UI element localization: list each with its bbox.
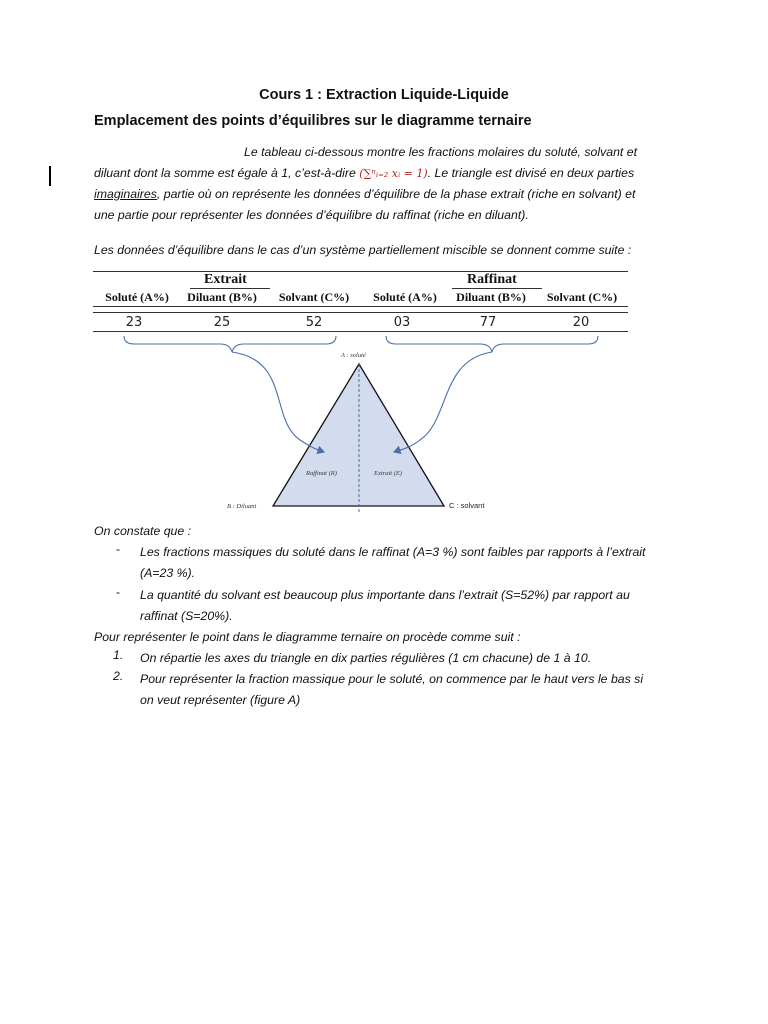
apex-label: A : soluté	[341, 352, 366, 359]
zone-extrait-label: Extrait (E)	[374, 470, 402, 477]
bullet-1-line-2: (A=23 %).	[140, 566, 196, 580]
table-cell: 25	[213, 315, 231, 330]
intro-line-2b: . Le triangle est divisé en deux parties	[427, 166, 635, 180]
bullet-dash: -	[116, 542, 121, 556]
intro-line-2a: diluant dont la somme est égale à 1, c’est-à-dire	[94, 166, 360, 180]
table-cell: 23	[125, 315, 143, 330]
step-number: 2.	[113, 669, 124, 683]
bullet-dash: -	[116, 585, 121, 599]
column-header: Soluté (A%)	[105, 290, 169, 304]
intro-line-4: une partie pour représenter les données d’équilibre du raffinat (riche en diluant).	[94, 208, 529, 222]
table-cell: 03	[393, 315, 411, 330]
constate-heading: On constate que :	[94, 524, 192, 538]
bullet-1-line-1: Les fractions massiques du soluté dans le raffinat (A=3 %) sont faibles par rapports à l’extrait	[140, 545, 646, 559]
procedure-heading: Pour représenter le point dans le diagramme ternaire on procède comme suit :	[94, 630, 521, 644]
table-cell: 52	[305, 315, 323, 330]
sum-formula: (∑ⁿᵢ₌₂ xᵢ = 1)	[359, 167, 428, 180]
column-header: Solvant (C%)	[278, 290, 350, 304]
bullet-2-line-1: La quantité du solvant est beaucoup plus importante dans l’extrait (S=52%) par rapport au	[140, 588, 630, 602]
equilibrium-intro: Les données d’équilibre dans le cas d’un système partiellement miscible se donnent comme suite :	[94, 243, 632, 257]
bullet-2-line-2: raffinat (S=20%).	[140, 609, 233, 623]
intro-line-3b: , partie où on représente les données d’équilibre de la phase extrait (riche en solvant) et	[156, 187, 636, 201]
zone-raffinat-label: Raffinat (R)	[306, 470, 337, 477]
page-title: Cours 1 : Extraction Liquide-Liquide	[259, 87, 509, 103]
intro-underlined-word: imaginaires	[94, 187, 157, 201]
column-header: Diluant (B%)	[187, 290, 257, 304]
table-cell: 20	[572, 315, 590, 330]
intro-line-1: Le tableau ci-dessous montre les fractions molaires du soluté, solvant et	[244, 145, 638, 159]
column-header: Soluté (A%)	[373, 290, 437, 304]
step-number: 1.	[113, 648, 124, 662]
step-2-line-1: Pour représenter la fraction massique pour le soluté, on commence par le haut vers le bas si	[140, 672, 644, 686]
brace-raffinat	[386, 336, 598, 352]
column-header: Solvant (C%)	[546, 290, 618, 304]
step-2-line-2: on veut représenter (figure A)	[140, 693, 301, 707]
arrow-to-raffinat	[232, 352, 324, 452]
section-subtitle: Emplacement des points d’équilibres sur le diagramme ternaire	[94, 113, 532, 129]
table-cell: 77	[479, 315, 497, 330]
brace-extrait	[124, 336, 336, 352]
vertex-b-label: B : Diluant	[227, 503, 257, 510]
column-header: Diluant (B%)	[456, 290, 526, 304]
arrow-to-extrait	[394, 352, 492, 452]
step-1-line-1: On répartie les axes du triangle en dix parties régulières (1 cm chacune) de 1 à 10.	[140, 651, 592, 665]
group-header-raffinat: Raffinat	[467, 272, 517, 287]
group-header-extrait: Extrait	[204, 272, 247, 287]
vertex-c-label: C : solvant	[449, 501, 485, 510]
